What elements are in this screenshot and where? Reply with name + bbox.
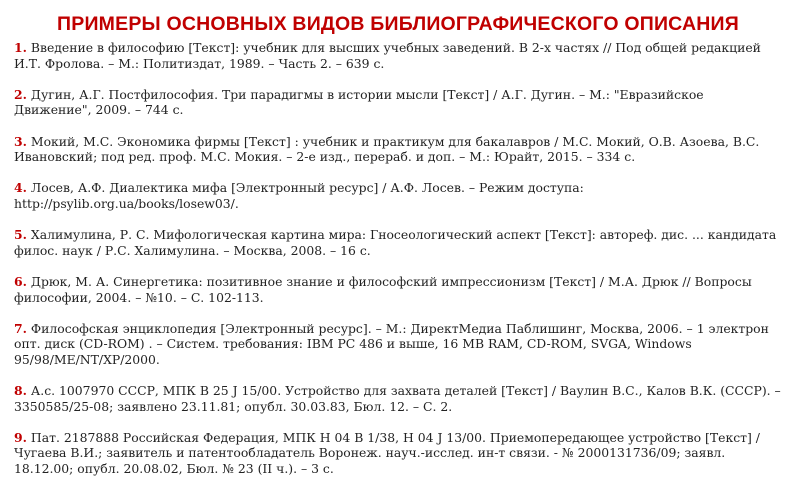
reference-item (14, 40, 782, 71)
reference-number: 6. (14, 273, 27, 289)
reference-text: Введение в философию [Текст]: учебник для высших учебных заведений. В 2-х частях // Под общей редакцией И.Т. Фролова. – М.: Политиздат, 1989. – Часть 2. – 639 с. (14, 40, 761, 71)
reference-item (14, 180, 782, 211)
reference-number: 5. (14, 227, 27, 243)
reference-item (14, 87, 782, 118)
reference-text: Халимулина, Р. С. Мифологическая картина мира: Гносеологический аспект [Текст]: автореф. дис. ... кандидата филос. наук / Р.С. Халимулина. – Москва, 2008. – 16 с. (14, 227, 777, 258)
reference-number: 3. (14, 133, 27, 149)
reference-number: 2. (14, 86, 27, 102)
reference-text: Дугин, А.Г. Постфилософия. Три парадигмы в истории мысли [Текст] / А.Г. Дугин. – М.: "Евразийское Движение", 2009. – 744 с. (14, 86, 704, 118)
reference-item (14, 430, 782, 477)
reference-item (14, 134, 782, 165)
reference-text: Лосев, А.Ф. Диалектика мифа [Электронный ресурс] / А.Ф. Лосев. – Режим доступа: http://psylib.org.ua/books/losew03/. (14, 180, 584, 211)
reference-list (14, 40, 782, 477)
reference-item (14, 227, 782, 258)
reference-number: 9. (14, 429, 27, 445)
reference-item (14, 274, 782, 305)
reference-text: Философская энциклопедия [Электронный ресурс]. – М.: ДиректМедиа Паблишинг, Москва, 2006. – 1 электрон опт. диск (CD-ROM) . – Систем. требования: IBM PC 486 и выше, 16 MB RAM, CD-ROM, SVGA, Windows 95/98/ME/NT/XP/2000. (14, 320, 769, 367)
reference-item (14, 383, 782, 414)
reference-item (14, 321, 782, 368)
reference-number: 7. (14, 320, 27, 336)
reference-text: Дрюк, М. А. Синергетика: позитивное знание и философский импрессионизм [Текст] / М.А. Дрюк // Вопросы философии, 2004. – №10. – С. 102-113. (14, 273, 752, 305)
reference-number: 1. (14, 40, 27, 55)
reference-number: 8. (14, 383, 27, 399)
reference-number: 4. (14, 180, 27, 196)
reference-text: Мокий, М.С. Экономика фирмы [Текст] : учебник и практикум для бакалавров / М.С. Мокий, О.В. Азоева, В.С. Ивановский; под ред. проф. М.С. Мокия. – 2-е изд., перераб. и доп. – М.: Юрайт, 2015. – 334 с. (14, 133, 760, 165)
reference-text: Пат. 2187888 Российская Федерация, МПК H 04 B 1/38, H 04 J 13/00. Приемопередающее устройство [Текст] / Чугаева В.И.; заявитель и патентообладатель Воронеж. науч.-исслед. ин-т связи. - № 2000131736/09; заявл. 18.12.00; опубл. 20.08.02, Бюл. № 23 (II ч.). – 3 с. (14, 429, 760, 477)
reference-text: А.с. 1007970 СССР, МПК B 25 J 15/00. Устройство для захвата деталей [Текст] / Ваулин В.С., Калов В.К. (СССР). – 3350585/25-08; заявлено 23.11.81; опубл. 30.03.83, Бюл. 12. – С. 2. (14, 383, 781, 414)
slide-title: ПРИМЕРЫ ОСНОВНЫХ ВИДОВ БИБЛИОГРАФИЧЕСКОГО ОПИСАНИЯ (57, 13, 739, 35)
